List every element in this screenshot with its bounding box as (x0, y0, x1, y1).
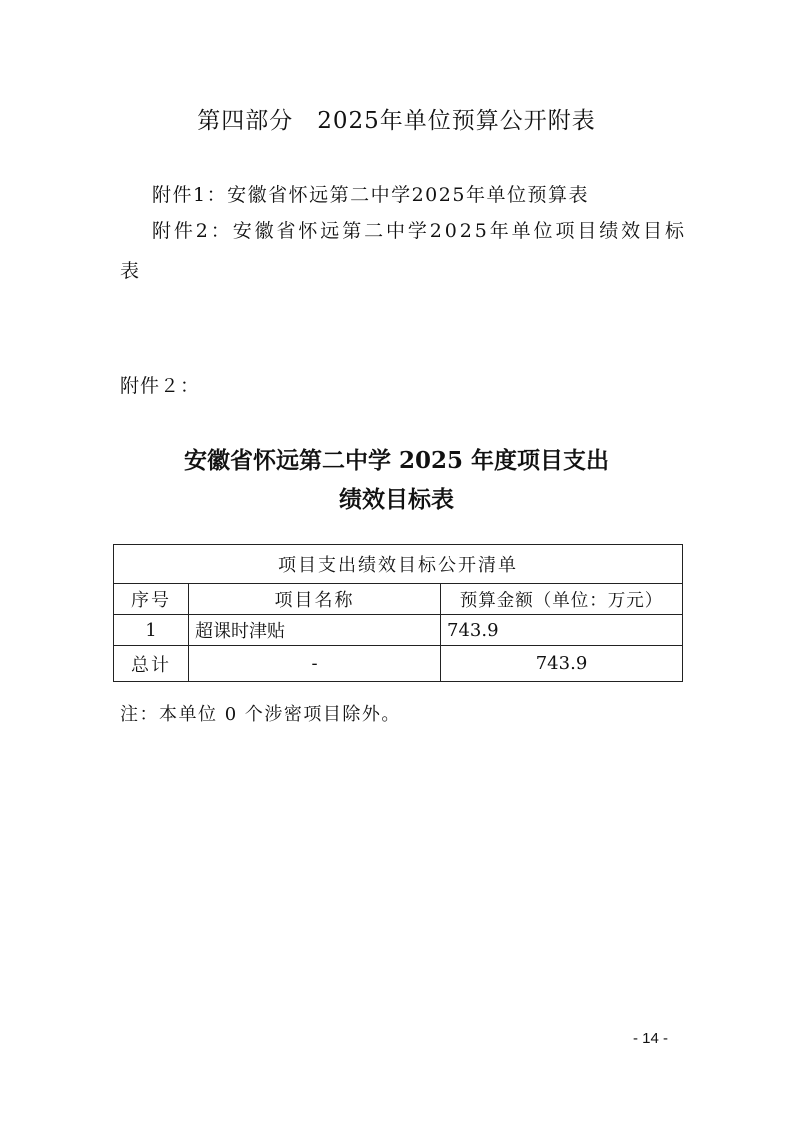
table-header-row (114, 584, 683, 615)
table-title-line-1: 安徽省怀远第二中学 2025 年度项目支出 (183, 447, 610, 474)
table-total-row (114, 646, 683, 682)
section-title: 第四部分 2025年单位预算公开附表 (197, 108, 596, 134)
attachment-item-2-continuation: 表 (120, 260, 140, 282)
row-project-name: 超课时津贴 (189, 615, 441, 646)
header-seq: 序号 (114, 584, 189, 615)
row-seq: 1 (114, 615, 189, 646)
page-number: - 14 - (633, 1030, 669, 1047)
attachment-label: 附件２： (120, 375, 201, 397)
header-project-name: 项目名称 (189, 584, 441, 615)
performance-target-table (113, 544, 683, 682)
total-budget-amount: 743.9 (441, 646, 683, 682)
header-budget-amount: 预算金额（单位：万元） (441, 584, 683, 615)
table-caption-row (114, 545, 683, 584)
table-row (114, 615, 683, 646)
total-project-name: - (189, 646, 441, 682)
table-title-line-2: 绩效目标表 (339, 486, 454, 513)
row-budget-amount: 743.9 (441, 615, 683, 646)
attachment-item-2: 附件2：安徽省怀远第二中学2025年单位项目绩效目标 (152, 220, 687, 242)
footnote: 注：本单位 0 个涉密项目除外。 (120, 704, 401, 725)
table-caption: 项目支出绩效目标公开清单 (114, 545, 683, 584)
attachment-item-1: 附件1：安徽省怀远第二中学2025年单位预算表 (152, 184, 589, 206)
total-label: 总计 (114, 646, 189, 682)
